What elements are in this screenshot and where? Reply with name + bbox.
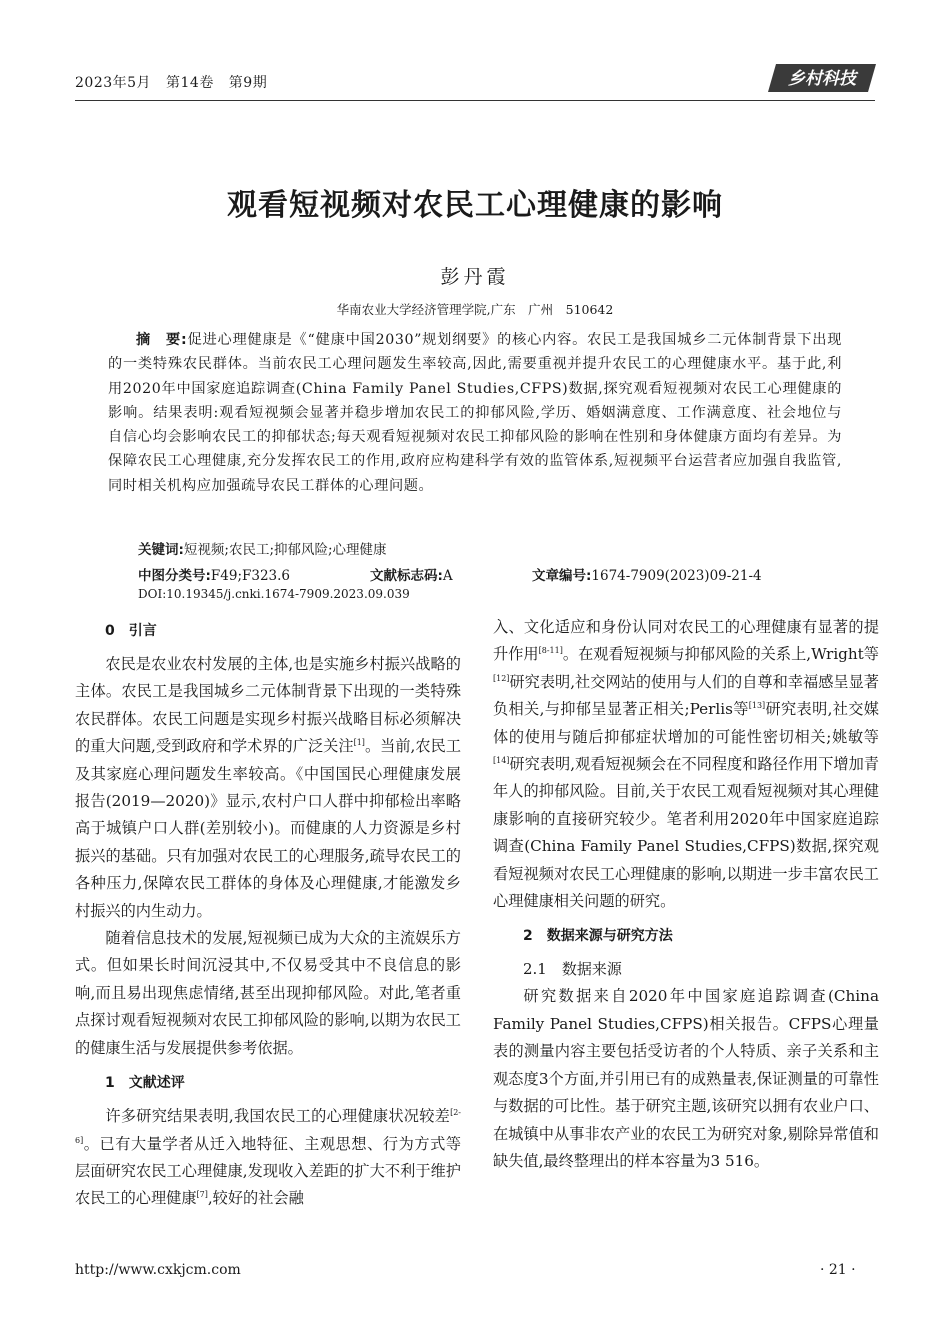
keywords-label: 关键词: <box>138 542 184 558</box>
abstract-label: 摘 要: <box>136 332 188 348</box>
citation: [12] <box>493 673 510 683</box>
doc-code-value: A <box>442 568 453 584</box>
article-no-label: 文章编号: <box>532 568 592 584</box>
section-heading-intro: 0 引言 <box>105 623 157 639</box>
abstract <box>108 328 842 498</box>
right-column <box>493 614 879 1175</box>
paragraph: 随着信息技术的发展,短视频已成为大众的主流娱乐方式。但如果长时间沉浸其中,不仅易受其中不良信息的影响,而且易出现焦虑情绪,甚至出现抑郁风险。对此,笔者重点探讨观看短视频对农民工抑郁风险的影响,以期为农民工的健康生活与发展提供参考依据。 <box>75 929 461 1057</box>
paragraph: 许多研究结果表明,我国农民工的心理健康状况较差[2-6]。已有大量学者从迁入地特征、主观思想、行为方式等层面研究农民工心理健康,发现收入差距的扩大不利于维护农民工的心理健康[7],较好的社会融 <box>75 1107 461 1208</box>
article-author: 彭丹霞 <box>440 266 510 288</box>
issue-volume: 第14卷 <box>166 75 214 91</box>
section-heading-literature: 1 文献述评 <box>105 1075 185 1092</box>
paragraph-continued: 入、文化适应和身份认同对农民工的心理健康有显著的提升作用[8-11]。在观看短视频与抑郁风险的关系上,Wright等[12]研究表明,社交网站的使用与人们的自尊和幸福感呈显著负相关,与抑郁呈显著正相关;Perlis等[13]研究表明,社交媒体的使用与随后抑郁症状增加的可能性密切相关;姚敏等[14]研究表明,观看短视频会在不同程度和路径作用下增加青年人的抑郁风险。目前,关于农民工观看短视频对其心理健康影响的直接研究较少。笔者利用2020年中国家庭追踪调查(China Family Panel Studies,CFPS)数据,探究观看短视频对农民工心理健康的影响,以期进一步丰富农民工心理健康相关问题的研究。 <box>493 618 879 911</box>
doi: DOI:10.19345/j.cnki.1674-7909.2023.09.039 <box>138 587 410 601</box>
citation: [1] <box>353 738 365 748</box>
article-no-value: 1674-7909(2023)09-21-4 <box>591 568 762 584</box>
keywords-value: 短视频;农民工;抑郁风险;心理健康 <box>183 542 387 558</box>
footer-url: http://www.cxkjcm.com <box>75 1262 241 1278</box>
citation: [7] <box>196 1190 208 1200</box>
abstract-text: 促进心理健康是《“健康中国2030”规划纲要》的核心内容。农民工是我国城乡二元体制背景下出现的一类特殊农民群体。当前农民工心理问题发生率较高,因此,需要重视并提升农民工的心理健康水平。基于此,利用2020年中国家庭追踪调查(China Family Panel Studies,CFPS)数据,探究观看短视频对农民工心理健康的影响。结果表明:观看短视频会显著并稳步增加农民工的抑郁风险,学历、婚姻满意度、工作满意度、社会地位与自信心均会影响农民工的抑郁状态;每天观看短视频对农民工抑郁风险的影响在性别和身体健康方面均有差异。为保障农民工心理健康,充分发挥农民工的作用,政府应构建科学有效的监管体系,短视频平台运营者应加强自我监管,同时相关机构应加强疏导农民工群体的心理问题。 <box>108 332 842 494</box>
journal-logo <box>768 62 878 94</box>
header-divider <box>75 100 875 101</box>
issue-date: 2023年5月 <box>75 75 152 91</box>
journal-issue-info <box>75 72 277 92</box>
citation: [8-11] <box>538 646 563 656</box>
citation: [2-6] <box>75 1108 461 1145</box>
keywords-line <box>138 538 387 558</box>
citation: [13] <box>748 701 766 711</box>
paragraph: 农民是农业农村发展的主体,也是实施乡村振兴战略的主体。农民工是我国城乡二元体制背景下出现的一类特殊农民群体。农民工问题是实现乡村振兴战略目标必须解决的重大问题,受到政府和学术界的广泛关注[1]。当前,农民工及其家庭心理问题发生率较高。《中国国民心理健康发展报告(2019—2020)》显示,农村户口人群中抑郁检出率略高于城镇户口人群(差别较小)。而健康的人力资源是乡村振兴的基础。只有加强对农民工的心理服务,疏导农民工的各种压力,保障农民工群体的身体及心理健康,才能激发乡村振兴的内生动力。 <box>75 655 462 920</box>
citation: [14] <box>493 756 510 766</box>
article-title: 观看短视频对农民工心理健康的影响 <box>227 188 723 223</box>
paragraph: 研究数据来自2020年中国家庭追踪调查(China Family Panel Studies,CFPS)相关报告。CFPS心理量表的测量内容主要包括受访者的个人特质、亲子关系和主观态度3个方面,并引用已有的成熟量表,保证测量的可靠性与数据的可比性。基于研究主题,该研究以拥有农业户口、在城镇中从事非农产业的农民工为研究对象,剔除异常值和缺失值,最终整理出的样本容量为3 516。 <box>493 987 879 1170</box>
clc-label: 中图分类号: <box>138 568 211 584</box>
doc-code-label: 文献标志码: <box>370 568 443 584</box>
classification-line <box>138 564 762 584</box>
author-affiliation: 华南农业大学经济管理学院,广东 广州 510642 <box>336 302 614 317</box>
clc-value: F49;F323.6 <box>210 568 291 584</box>
journal-logo-text: 乡村科技 <box>788 69 856 89</box>
section-heading-data-methods: 2 数据来源与研究方法 <box>523 928 673 945</box>
left-column <box>75 614 461 1213</box>
page-number: · 21 · <box>820 1262 856 1278</box>
subsection-heading-data-source: 2.1 数据来源 <box>523 960 622 979</box>
issue-number: 第9期 <box>228 75 268 91</box>
